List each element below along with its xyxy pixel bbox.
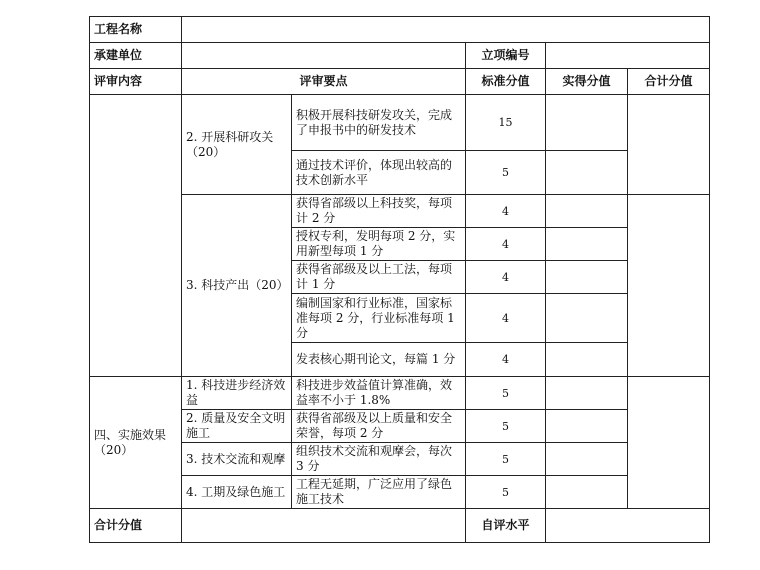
item-point: 获得省部级及以上质量和安全荣誉，每项 2 分 <box>292 410 466 443</box>
item-name: 3. 科技产出（20） <box>182 195 292 377</box>
actual-score-field[interactable] <box>546 476 628 509</box>
group-content-cell: 四、实施效果（20） <box>90 377 182 509</box>
actual-score-field[interactable] <box>546 151 628 195</box>
evaluation-form-table <box>89 16 710 543</box>
item-name: 2. 质量及安全文明施工 <box>182 410 292 443</box>
item-point: 积极开展科技研发攻关，完成了申报书中的研发技术 <box>292 95 466 151</box>
item-point: 通过技术评价，体现出较高的技术创新水平 <box>292 151 466 195</box>
project-no-label: 立项编号 <box>466 43 546 69</box>
item-score: 5 <box>466 443 546 476</box>
col-header-points: 评审要点 <box>182 69 466 95</box>
col-header-standard: 标准分值 <box>466 69 546 95</box>
item-name: 1. 科技进步经济效益 <box>182 377 292 410</box>
total-score-label: 合计分值 <box>90 509 182 543</box>
item-score: 4 <box>466 195 546 228</box>
table-row <box>90 377 710 410</box>
self-eval-field[interactable] <box>546 509 710 543</box>
row-contractor <box>90 43 710 69</box>
table-row <box>90 410 710 443</box>
item-score: 15 <box>466 95 546 151</box>
item-point: 授权专利，发明每项 2 分，实用新型每项 1 分 <box>292 228 466 261</box>
actual-score-field[interactable] <box>546 195 628 228</box>
project-no-field[interactable] <box>546 43 710 69</box>
item-point: 科技进步效益值计算准确，效益率不小于 1.8% <box>292 377 466 410</box>
actual-score-field[interactable] <box>546 294 628 343</box>
item-score: 5 <box>466 476 546 509</box>
total-score-field[interactable] <box>628 377 710 509</box>
item-name: 4. 工期及绿色施工 <box>182 476 292 509</box>
item-name: 2. 开展科研攻关（20） <box>182 95 292 195</box>
actual-score-field[interactable] <box>546 443 628 476</box>
item-score: 5 <box>466 410 546 443</box>
total-score-field[interactable] <box>628 95 710 195</box>
contractor-label: 承建单位 <box>90 43 182 69</box>
table-row <box>90 443 710 476</box>
item-name: 3. 技术交流和观摩 <box>182 443 292 476</box>
actual-score-field[interactable] <box>546 410 628 443</box>
self-eval-label: 自评水平 <box>466 509 546 543</box>
item-score: 4 <box>466 343 546 377</box>
row-project-name <box>90 17 710 43</box>
item-point: 获得省部级以上科技奖，每项计 2 分 <box>292 195 466 228</box>
table-row <box>90 195 710 228</box>
row-footer <box>90 509 710 543</box>
project-name-field[interactable] <box>182 17 710 43</box>
total-score-field[interactable] <box>628 195 710 377</box>
total-score-value-field[interactable] <box>182 509 466 543</box>
actual-score-field[interactable] <box>546 377 628 410</box>
actual-score-field[interactable] <box>546 228 628 261</box>
item-point: 发表核心期刊论文，每篇 1 分 <box>292 343 466 377</box>
item-score: 4 <box>466 261 546 294</box>
item-point: 组织技术交流和观摩会，每次 3 分 <box>292 443 466 476</box>
item-score: 5 <box>466 151 546 195</box>
item-score: 4 <box>466 294 546 343</box>
item-point: 获得省部级及以上工法，每项计 1 分 <box>292 261 466 294</box>
table-row <box>90 476 710 509</box>
row-column-headers <box>90 69 710 95</box>
item-score: 5 <box>466 377 546 410</box>
col-header-content: 评审内容 <box>90 69 182 95</box>
actual-score-field[interactable] <box>546 95 628 151</box>
actual-score-field[interactable] <box>546 343 628 377</box>
group-content-cell <box>90 95 182 377</box>
col-header-actual: 实得分值 <box>546 69 628 95</box>
item-score: 4 <box>466 228 546 261</box>
project-name-label: 工程名称 <box>90 17 182 43</box>
contractor-field[interactable] <box>182 43 466 69</box>
actual-score-field[interactable] <box>546 261 628 294</box>
col-header-total: 合计分值 <box>628 69 710 95</box>
item-point: 工程无延期，广泛应用了绿色施工技术 <box>292 476 466 509</box>
item-point: 编制国家和行业标准，国家标准每项 2 分，行业标准每项 1 分 <box>292 294 466 343</box>
table-row <box>90 95 710 151</box>
